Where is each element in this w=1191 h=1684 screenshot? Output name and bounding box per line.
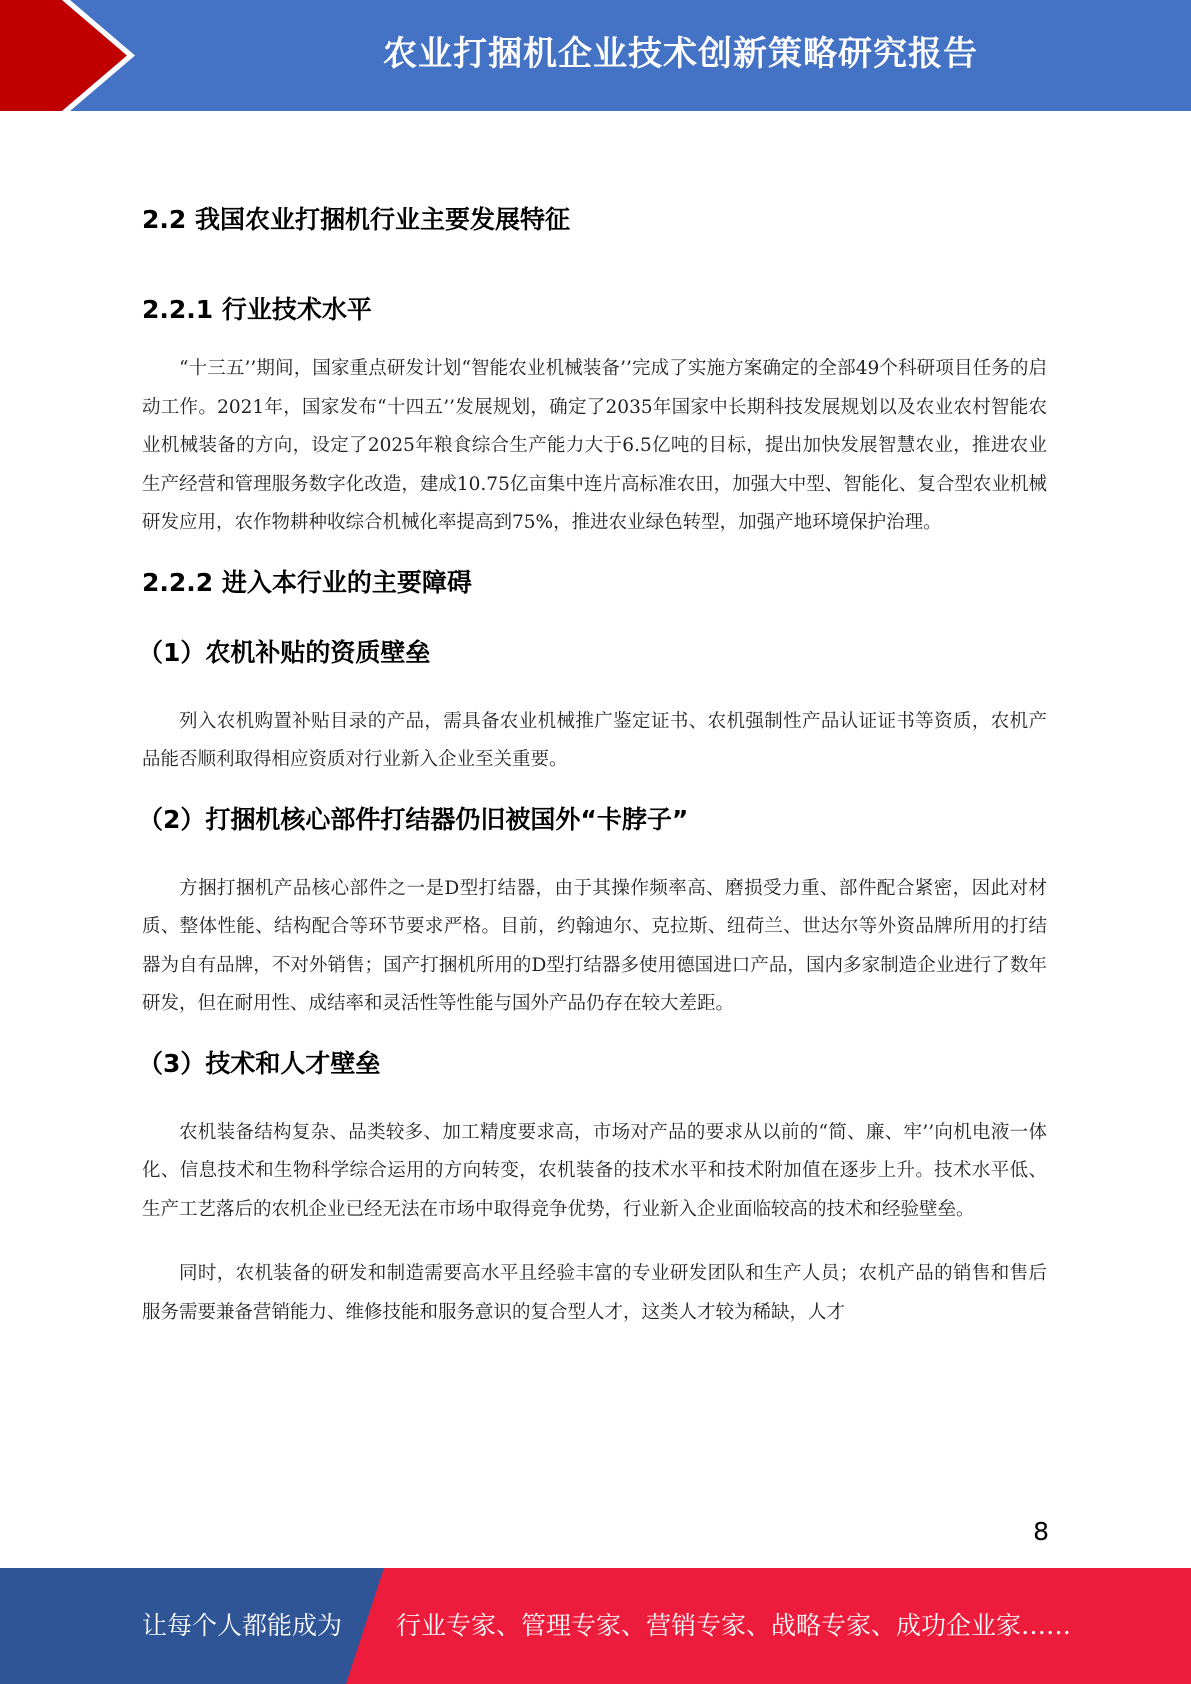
subsection-heading-barriers: 2.2.2 进入本行业的主要障碍: [142, 567, 472, 597]
item-heading-subsidy-barrier: （1）农机补贴的资质壁垒: [138, 637, 431, 667]
report-title: 农业打捆机企业技术创新策略研究报告: [383, 34, 978, 74]
section-heading: 2.2 我国农业打捆机行业主要发展特征: [142, 205, 570, 234]
subsection-heading-tech-level: 2.2.1 行业技术水平: [142, 295, 372, 324]
page-content: [138, 190, 1047, 1332]
page-number: 8: [1033, 1517, 1049, 1546]
page-footer: [0, 1568, 1191, 1684]
footer-slogan-left: 让每个人都能成为: [142, 1611, 343, 1640]
paragraph-subsidy-barrier: 列入农机购置补贴目录的产品，需具备农业机械推广鉴定证书、农机强制性产品认证证书等资质，农机产品能否顺利取得相应资质对行业新入企业至关重要。: [142, 710, 1047, 770]
page-header: [0, 0, 1191, 111]
footer-slogan-right: 行业专家、管理专家、营销专家、战略专家、成功企业家……: [396, 1611, 1072, 1640]
item-heading-talent-barrier: （3）技术和人才壁垒: [138, 1048, 381, 1078]
header-arrow-decoration: [0, 0, 160, 111]
paragraph-tech-level: “十三五’’期间，国家重点研发计划“智能农业机械装备’’完成了实施方案确定的全部49个科研项目任务的启动工作。2021年，国家发布“十四五’’发展规划，确定了2035年国家中长期科技发展规划以及农业农村智能农业机械装备的方向，设定了2025年粮食综合生产能力大于6.5亿吨的目标，提出加快发展智慧农业，推进农业生产经营和管理服务数字化改造，建成10.75亿亩集中连片高标准农田，加强大中型、智能化、复合型农业机械研发应用，农作物耕种收综合机械化率提高到75%，推进农业绿色转型，加强产地环境保护治理。: [142, 358, 1047, 533]
paragraph-talent-barrier-1: 农机装备结构复杂、品类较多、加工精度要求高，市场对产品的要求从以前的“简、廉、牢’’向机电液一体化、信息技术和生物科学综合运用的方向转变，农机装备的技术水平和技术附加值在逐步上升。技术水平低、生产工艺落后的农机企业已经无法在市场中取得竞争优势，行业新入企业面临较高的技术和经验壁垒。: [142, 1121, 1047, 1220]
paragraph-talent-barrier-2: 同时，农机装备的研发和制造需要高水平且经验丰富的专业研发团队和生产人员；农机产品的销售和售后服务需要兼备营销能力、维修技能和服务意识的复合型人才，这类人才较为稀缺，人才: [142, 1263, 1047, 1323]
paragraph-knotter: 方捆打捆机产品核心部件之一是D型打结器，由于其操作频率高、磨损受力重、部件配合紧密，因此对材质、整体性能、结构配合等环节要求严格。目前，约翰迪尔、克拉斯、纽荷兰、世达尔等外资品牌所用的打结器为自有品牌，不对外销售；国产打捆机所用的D型打结器多使用德国进口产品，国内多家制造企业进行了数年研发，但在耐用性、成结率和灵活性等性能与国外产品仍存在较大差距。: [142, 877, 1047, 1014]
item-heading-knotter: （2）打捆机核心部件打结器仍旧被国外“卡脖子”: [138, 804, 689, 834]
